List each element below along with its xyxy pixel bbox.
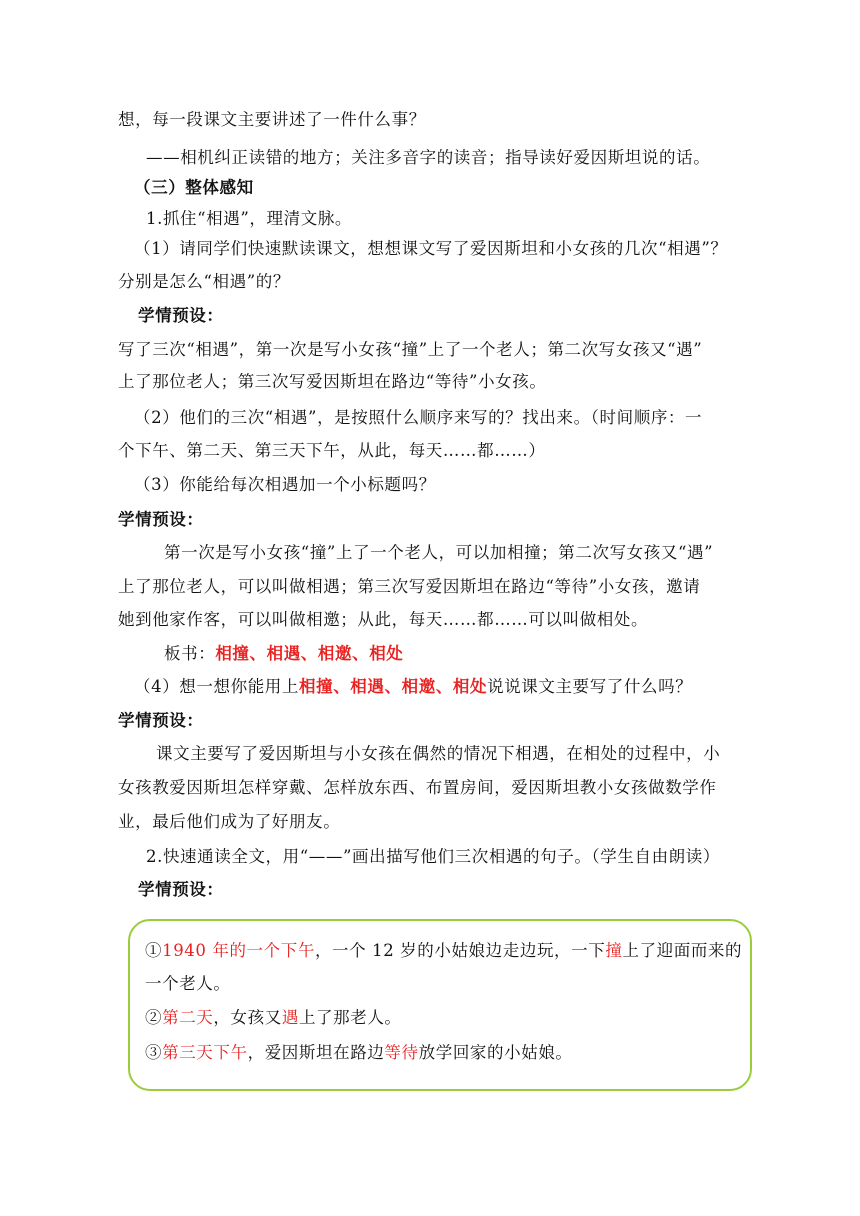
circled-number: ③ bbox=[145, 1043, 163, 1062]
paragraph-line: （1）请同学们快速默读课文，想想课文写了爱因斯坦和小女孩的几次“相遇”？ bbox=[134, 239, 728, 258]
paragraph-line: 1.抓住“相遇”，理清文脉。 bbox=[146, 209, 353, 228]
paragraph-line: 分别是怎么“相遇”的？ bbox=[118, 272, 290, 291]
sentence-text: 上了迎面而来的 bbox=[622, 941, 743, 960]
quote-sentence-1-cont: 一个老人。 bbox=[145, 974, 231, 993]
paragraph-line: （3）你能给每次相遇加一个小标题吗？ bbox=[134, 475, 436, 494]
paragraph-line: 上了那位老人；第三次写爱因斯坦在路边“等待”小女孩。 bbox=[118, 372, 547, 391]
paragraph-line: 课文主要写了爱因斯坦与小女孩在偶然的情况下相遇，在相处的过程中，小 bbox=[156, 744, 721, 763]
preset-label: 学情预设： bbox=[118, 711, 204, 730]
verb-highlight: 等待 bbox=[384, 1043, 419, 1062]
preset-label: 学情预设： bbox=[138, 306, 224, 325]
quote-sentence-2 bbox=[145, 1010, 402, 1027]
board-writing-label: 板书： bbox=[164, 644, 216, 663]
paragraph-line: 想，每一段课文主要讲述了一件什么事？ bbox=[118, 110, 426, 129]
paragraph-line: 个下午、第二天、第三天下午，从此，每天……都……） bbox=[118, 441, 546, 460]
question-keywords: 相撞、相遇、相邀、相处 bbox=[299, 677, 488, 696]
paragraph-line: 第一次是写小女孩“撞”上了一个老人，可以加相撞；第二次写女孩又“遇” bbox=[164, 543, 714, 562]
verb-highlight: 遇 bbox=[281, 1008, 299, 1027]
time-highlight: 第二天 bbox=[162, 1008, 214, 1027]
quote-sentence-3 bbox=[145, 1045, 573, 1062]
paragraph-line: ——相机纠正读错的地方；关注多音字的读音；指导读好爱因斯坦说的话。 bbox=[146, 148, 711, 167]
paragraph-line: 写了三次“相遇”，第一次是写小女孩“撞”上了一个老人；第二次写女孩又“遇” bbox=[118, 340, 703, 359]
preset-label: 学情预设： bbox=[118, 510, 204, 529]
paragraph-line: 她到他家作客，可以叫做相邀；从此，每天……都……可以叫做相处。 bbox=[118, 610, 649, 629]
preset-label: 学情预设： bbox=[138, 880, 224, 899]
board-writing-keywords: 相撞、相遇、相邀、相处 bbox=[215, 644, 404, 663]
board-writing-line bbox=[164, 646, 403, 663]
circled-number: ① bbox=[145, 941, 163, 960]
sentence-text: ，一个 12 岁的小姑娘边走边玩，一下 bbox=[314, 941, 606, 960]
time-highlight: 第三天下午 bbox=[162, 1043, 248, 1062]
time-highlight: 1940 年的一个下午 bbox=[162, 941, 315, 960]
paragraph-line: （2）他们的三次“相遇”，是按照什么顺序来写的？找出来。（时间顺序：一 bbox=[134, 408, 703, 427]
sentence-text: 上了那老人。 bbox=[298, 1008, 402, 1027]
paragraph-line: 上了那位老人，可以叫做相遇；第三次写爱因斯坦在路边“等待”小女孩，邀请 bbox=[118, 577, 701, 596]
quote-sentence-1 bbox=[145, 943, 742, 960]
sentence-text: 放学回家的小姑娘。 bbox=[418, 1043, 573, 1062]
paragraph-line bbox=[134, 679, 692, 696]
question-text: 说说课文主要写了什么吗？ bbox=[487, 677, 693, 696]
verb-highlight: 撞 bbox=[605, 941, 623, 960]
sentence-text: ，爱因斯坦在路边 bbox=[247, 1043, 385, 1062]
paragraph-line: 女孩教爱因斯坦怎样穿戴、怎样放东西、布置房间，爱因斯坦教小女孩做数学作 bbox=[118, 778, 717, 797]
circled-number: ② bbox=[145, 1008, 163, 1027]
question-text: （4）想一想你能用上 bbox=[134, 677, 299, 696]
paragraph-line: 业，最后他们成为了好朋友。 bbox=[118, 812, 341, 831]
paragraph-line: 2.快速通读全文，用“——”画出描写他们三次相遇的句子。（学生自由朗读） bbox=[146, 847, 720, 866]
sentence-text: ，女孩又 bbox=[213, 1008, 282, 1027]
section-heading: （三）整体感知 bbox=[134, 178, 254, 197]
